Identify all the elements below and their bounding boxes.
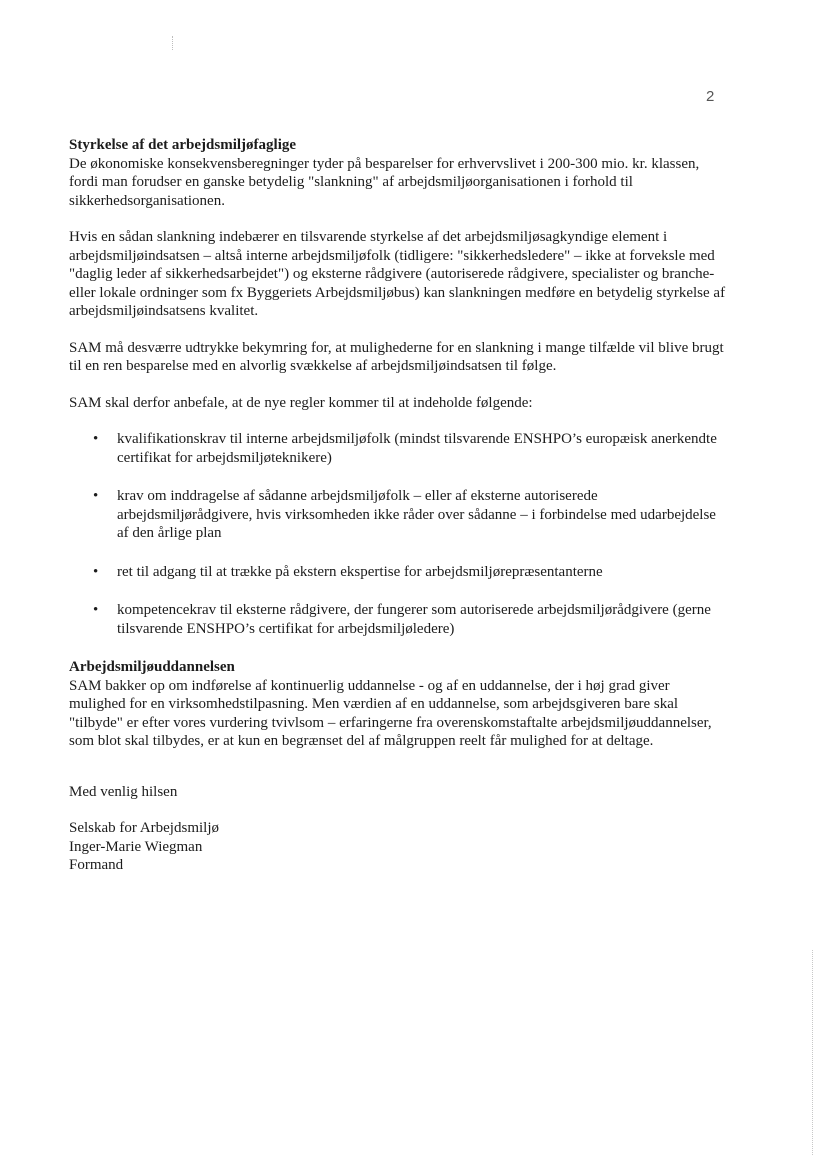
bullet-icon: • bbox=[93, 563, 99, 580]
section-heading: Arbejdsmiljøuddannelsen bbox=[69, 659, 235, 675]
list-item-text: ret til adgang til at trække på ekstern ekspertise for arbejdsmiljørepræsentanterne bbox=[117, 563, 603, 580]
paragraph: SAM bakker op om indførelse af kontinuerlig uddannelse - og af en uddannelse, der i høj grad giver mulighed for en virksomhedstilpasning. Men værdien af en uddannelse, som arbejdsgiveren bare skal "tilbyde" er efter vores vurdering tvivlsom – erfaringerne fra overenskomstaftalte arbejdsmiljøuddannelser, som blot skal tilbydes, er at kun en begrænset del af målgruppen reelt får mulighed for at deltage. bbox=[69, 677, 712, 749]
list-item-text: kvalifikationskrav til interne arbejdsmiljøfolk (mindst tilsvarende ENSHPO’s europæisk anerkendte certifikat for arbejdsmiljøteknikere) bbox=[117, 431, 717, 466]
paragraph: Hvis en sådan slankning indebærer en tilsvarende styrkelse af det arbejdsmiljøsagkyndige element i arbejdsmiljøindsatsen – altså interne arbejdsmiljøfolk (tidligere: "sikkerhedsledere" – ikke at forveksle med "daglig leder af sikkerhedsarbejdet") og eksterne rådgivere (autoriserede rådgivere, specialister og branche- eller lokale ordninger som fx Byggeriets Arbejdsmiljøbus) kan slankningen medføre en betydelig styrkelse af arbejdsmiljøindsatsens kvalitet. bbox=[69, 229, 726, 319]
signature-block bbox=[69, 819, 729, 875]
list-item bbox=[69, 487, 729, 543]
bullet-icon: • bbox=[93, 431, 99, 447]
paragraph: SAM må desværre udtrykke bekymring for, at mulighederne for en slankning i mange tilfælde vil blive brugt til en ren besparelse med en alvorlig svækkelse af arbejdsmiljøindsatsen til følge. bbox=[69, 339, 724, 374]
letter-body bbox=[69, 136, 729, 875]
list-item bbox=[69, 430, 729, 467]
list-item bbox=[69, 601, 729, 638]
scan-artifact bbox=[172, 36, 174, 50]
section-arbejdsmiljouddannelsen bbox=[69, 658, 729, 751]
signer-name: Inger-Marie Wiegman bbox=[69, 838, 203, 855]
scan-edge-artifact bbox=[812, 950, 814, 1155]
recommendation-list bbox=[69, 430, 729, 638]
list-item-text: kompetencekrav til eksterne rådgivere, der fungerer som autoriserede arbejdsmiljørådgivere (gerne tilsvarende ENSHPO’s certifikat for arbejdsmiljøledere) bbox=[117, 602, 711, 637]
greeting: Med venlig hilsen bbox=[69, 783, 178, 800]
signer-organization: Selskab for Arbejdsmiljø bbox=[69, 820, 219, 836]
section-heading: Styrkelse af det arbejdsmiljøfaglige bbox=[69, 137, 297, 153]
bullet-icon: • bbox=[93, 602, 99, 618]
section-arbejdsmiljofaglige bbox=[69, 136, 729, 638]
list-item bbox=[69, 563, 729, 582]
page-number: 2 bbox=[706, 88, 715, 105]
list-item-text: krav om inddragelse af sådanne arbejdsmiljøfolk – eller af eksterne autoriserede arbejdsmiljørådgivere, hvis virksomheden ikke råder over sådanne – i forbindelse med udarbejdelse af den årlige plan bbox=[117, 488, 716, 541]
bullet-icon: • bbox=[93, 488, 99, 504]
signer-title: Formand bbox=[69, 857, 124, 873]
paragraph: SAM skal derfor anbefale, at de nye regler kommer til at indeholde følgende: bbox=[69, 394, 533, 411]
paragraph: De økonomiske konsekvensberegninger tyder på besparelser for erhvervslivet i 200-300 mio. kr. klassen, fordi man forudser en ganske betydelig "slankning" af arbejdsmiljøorganisationen i forhold til sikkerhedsorganisationen. bbox=[69, 155, 700, 209]
letter-closing bbox=[69, 783, 729, 875]
